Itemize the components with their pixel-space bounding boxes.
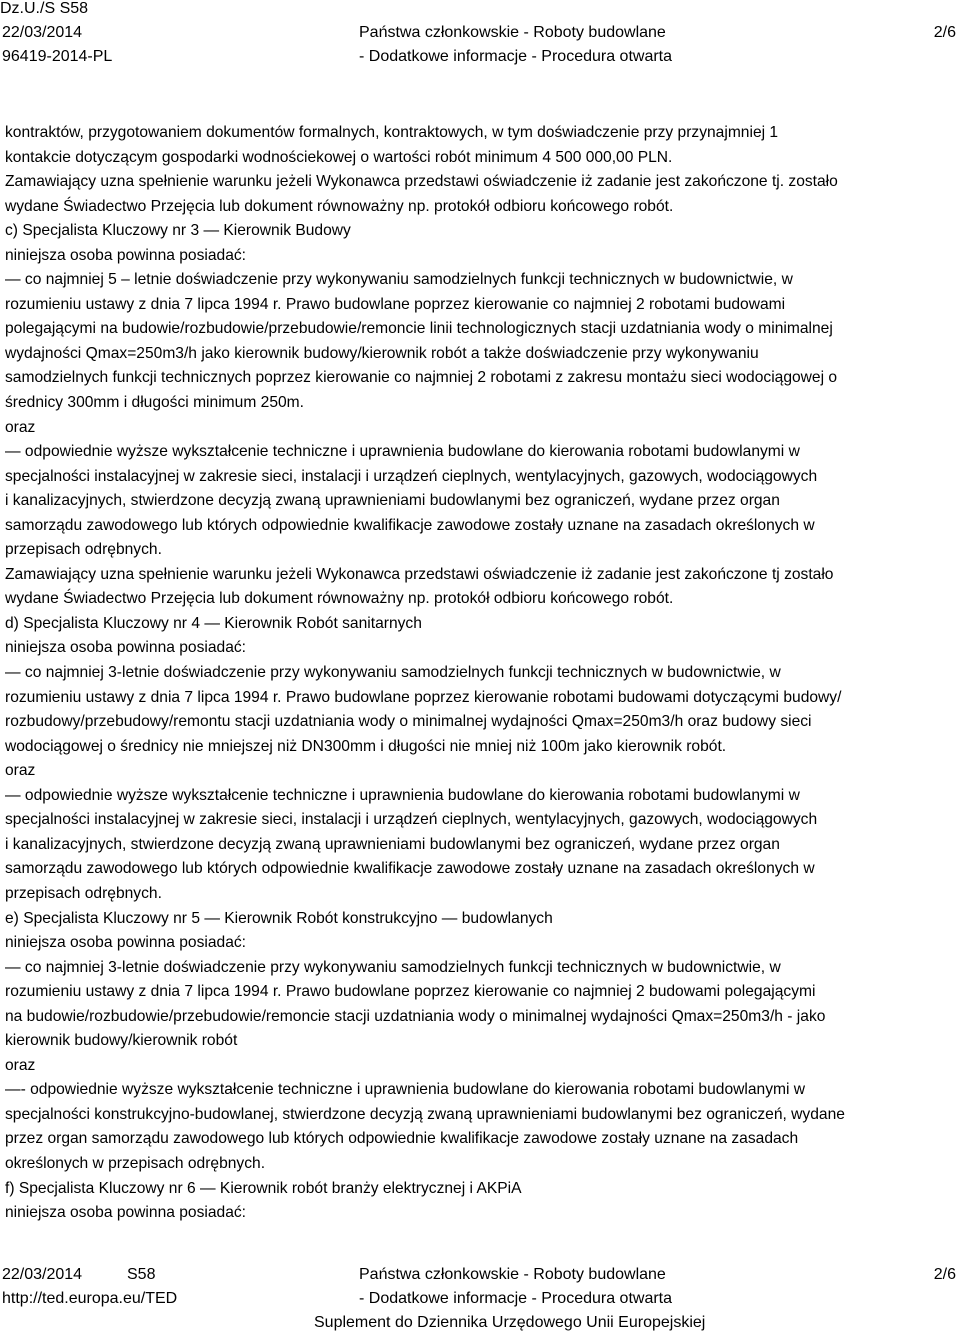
text-line: samorządu zawodowego lub których odpowiednie kwalifikacje zawodowe zostały uznane na zasadach określonych w (5, 516, 815, 534)
text-line: przez organ samorządu zawodowego lub których odpowiednie kwalifikacje zawodowe zostały uznane na zasadach (5, 1130, 799, 1148)
text-line: na budowie/rozbudowie/przebudowie/remoncie stacji uzdatniania wody o minimalnej wydajności Qmax=250m3/h - jako (5, 1007, 826, 1025)
footer-series: S58 (127, 1266, 156, 1283)
text-line: niniejsza osoba powinna posiadać: (5, 246, 247, 264)
header-title-line1: Państwa członkowskie - Roboty budowlane (359, 24, 666, 41)
section-heading-e: e) Specjalista Kluczowy nr 5 — Kierownik Robót konstrukcyjno — budowlanych (5, 909, 553, 927)
text-line: Zamawiający uzna spełnienie warunku jeżeli Wykonawca przedstawi oświadczenie iż zadanie jest zakończone tj. zostało (5, 173, 838, 191)
text-line: określonych w przepisach odrębnych. (5, 1154, 266, 1172)
text-line: rozumieniu ustawy z dnia 7 lipca 1994 r. Prawo budowlane poprzez kierowanie co najmniej 2 budowami polegającymi (5, 983, 816, 1001)
text-line: oraz (5, 762, 36, 780)
text-line: —- odpowiednie wyższe wykształcenie techniczne i uprawnienia budowlane do kierowania robotami budowlanymi w (5, 1081, 806, 1099)
footer-title-line1: Państwa członkowskie - Roboty budowlane (359, 1266, 666, 1283)
text-line: przepisach odrębnych. (5, 884, 162, 902)
text-line: samodzielnych funkcji technicznych poprzez kierowanie co najmniej 2 robotami z zakresu montażu sieci wodociągowej o (5, 369, 838, 387)
footer-url-link[interactable]: http://ted.europa.eu/TED (2, 1290, 178, 1307)
text-line: średnicy 300mm i długości minimum 250m. (5, 394, 304, 412)
text-line: specjalności instalacyjnej w zakresie sieci, instalacji i urządzeń cieplnych, wentylacyjnych, gazowych, wodociągowych (5, 811, 818, 829)
section-heading-d: d) Specjalista Kluczowy nr 4 — Kierownik Robót sanitarnych (5, 614, 422, 632)
text-line: samorządu zawodowego lub których odpowiednie kwalifikacje zawodowe zostały uznane na zasadach określonych w (5, 860, 815, 878)
header-page-number: 2/6 (933, 24, 956, 41)
text-line: oraz (5, 418, 36, 436)
text-line: — odpowiednie wyższe wykształcenie techniczne i uprawnienia budowlane do kierowania robotami budowlanymi w (5, 443, 800, 461)
text-line: rozumieniu ustawy z dnia 7 lipca 1994 r. Prawo budowlane poprzez kierowanie robotami budowami dotyczącymi budowy/ (5, 688, 842, 706)
text-line: przepisach odrębnych. (5, 541, 162, 559)
header-date: 22/03/2014 (2, 24, 83, 41)
text-line: — co najmniej 3-letnie doświadczenie przy wykonywaniu samodzielnych funkcji technicznych w budownictwie, w (5, 958, 781, 976)
footer-title-line2: - Dodatkowe informacje - Procedura otwarta (359, 1290, 673, 1307)
text-line: — odpowiednie wyższe wykształcenie techniczne i uprawnienia budowlane do kierowania robotami budowlanymi w (5, 786, 800, 804)
section-heading-f: f) Specjalista Kluczowy nr 6 — Kierownik robót branży elektrycznej i AKPiA (5, 1179, 522, 1197)
text-line: kierownik budowy/kierownik robót (5, 1032, 238, 1050)
text-line: niniejsza osoba powinna posiadać: (5, 639, 247, 657)
text-line: wydajności Qmax=250m3/h jako kierownik budowy/kierownik robót a także doświadczenie przy wykonywaniu (5, 344, 759, 362)
text-line: rozumieniu ustawy z dnia 7 lipca 1994 r. Prawo budowlane poprzez kierowanie co najmniej 2 robotami budowami (5, 295, 786, 313)
text-line: wydane Świadectwo Przejęcia lub dokument równoważny np. protokół odbioru końcowego robót. (5, 590, 674, 608)
header-title-line2: - Dodatkowe informacje - Procedura otwarta (359, 48, 673, 65)
text-line: polegającymi na budowie/rozbudowie/przebudowie/remoncie linii technologicznych stacji uzdatniania wody o minimalnej (5, 320, 833, 338)
text-line: specjalności instalacyjnej w zakresie sieci, instalacji i urządzeń cieplnych, wentylacyjnych, gazowych, wodociągowych (5, 467, 818, 485)
text-line: niniejsza osoba powinna posiadać: (5, 934, 247, 952)
text-line: niniejsza osoba powinna posiadać: (5, 1204, 247, 1222)
text-line: specjalności konstrukcyjno-budowlanej, stwierdzone decyzją zwaną uprawnieniami budowlanymi bez ograniczeń, wydane (5, 1105, 845, 1123)
footer-date: 22/03/2014 (2, 1266, 83, 1283)
text-line: — co najmniej 3-letnie doświadczenie przy wykonywaniu samodzielnych funkcji technicznych w budownictwie, w (5, 664, 781, 682)
text-line: rozbudowy/przebudowy/remontu stacji uzdatniania wody o minimalnej wydajności Qmax=250m3/h oraz budowy sieci (5, 713, 812, 731)
text-line: wodociągowej o średnicy nie mniejszej niż DN300mm i długości nie mniej niż 100m jako kierownik robót. (5, 737, 727, 755)
text-line: — co najmniej 5 – letnie doświadczenie przy wykonywaniu samodzielnych funkcji technicznych w budownictwie, w (5, 271, 793, 289)
section-heading-c: c) Specjalista Kluczowy nr 3 — Kierownik Budowy (5, 222, 351, 240)
text-line: wydane Świadectwo Przejęcia lub dokument równoważny np. protokół odbioru końcowego robót. (5, 197, 674, 215)
text-line: i kanalizacyjnych, stwierdzone decyzją zwaną uprawnieniami budowlanymi bez ograniczeń, wydane przez organ (5, 492, 780, 510)
text-line: kontraktów, przygotowaniem dokumentów formalnych, kontraktowych, w tym doświadczenie przy przynajmniej 1 (5, 124, 779, 141)
text-line: oraz (5, 1056, 36, 1074)
footer-title-line3: Suplement do Dziennika Urzędowego Unii Europejskiej (314, 1314, 706, 1331)
header-document-number: 96419-2014-PL (2, 48, 113, 65)
main-content (5, 121, 957, 1226)
text-line: i kanalizacyjnych, stwierdzone decyzją zwaną uprawnieniami budowlanymi bez ograniczeń, wydane przez organ (5, 835, 780, 853)
text-line: Zamawiający uzna spełnienie warunku jeżeli Wykonawca przedstawi oświadczenie iż zadanie jest zakończone tj zostało (5, 565, 834, 583)
footer-page-number: 2/6 (933, 1266, 956, 1283)
header-journal: Dz.U./S S58 (0, 0, 89, 17)
text-line: kontakcie dotyczącym gospodarki wodnościekowej o wartości robót minimum 4 500 000,00 PLN. (5, 148, 673, 166)
